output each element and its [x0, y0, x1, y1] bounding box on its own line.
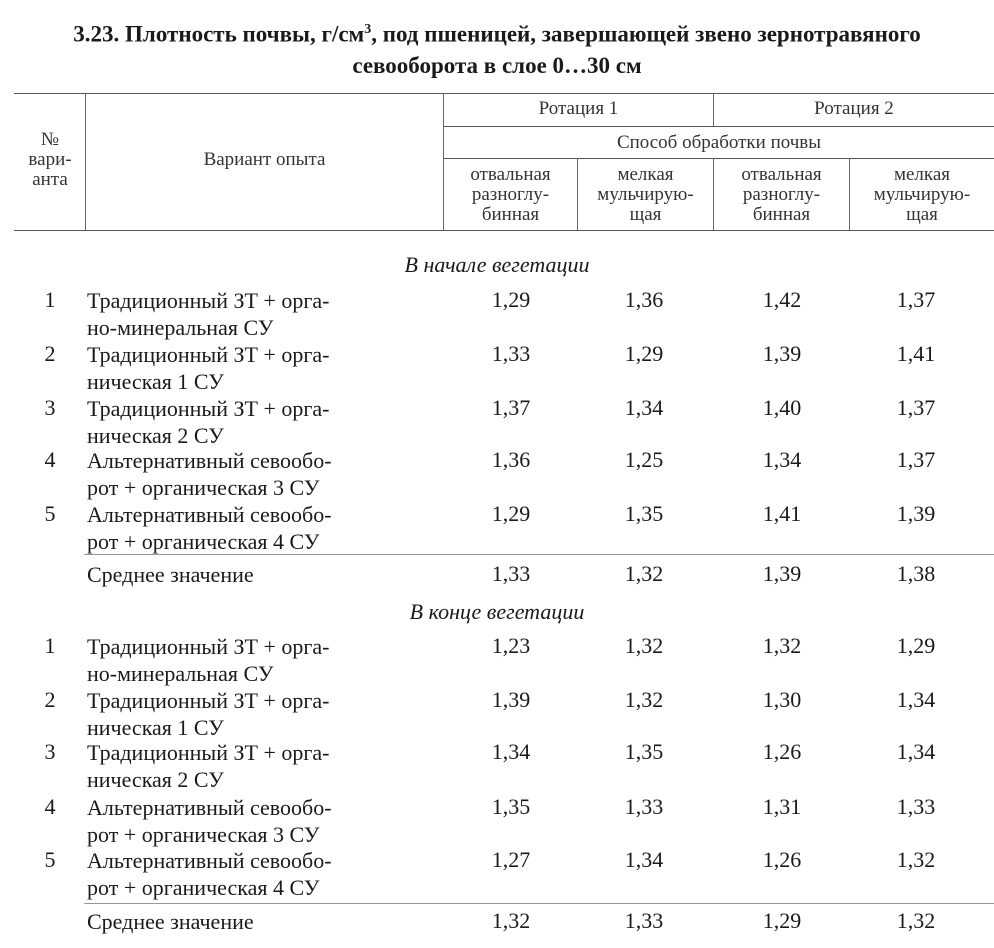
- table-title-line2: севооборота в слое 0…30 см: [352, 52, 642, 78]
- header-top-rule: [14, 93, 994, 94]
- table-title-line1: 3.23. Плотность почвы, $г/см^3$, под пшеницей, завершающей звено зернотравяного: [73, 21, 921, 47]
- header-sub-3: отвальная разноглу- бинная: [741, 164, 822, 225]
- rotation-rule: [444, 126, 994, 127]
- header-sub-2: мелкая мульчирую- щая: [597, 164, 694, 225]
- header-sub-4: мелкая мульчирую- щая: [873, 164, 971, 225]
- section-title-end: В конце вегетации: [409, 599, 585, 624]
- table-title: [0, 14, 994, 81]
- average-rule-end: [84, 903, 994, 904]
- header-rotation-1: Ротация 1: [538, 98, 619, 119]
- section-title-start: В начале вегетации: [404, 252, 590, 277]
- header-soil-treatment: Способ обработки почвы: [616, 132, 822, 153]
- header-variant: Вариант опыта: [203, 149, 326, 170]
- header-rotation-2: Ротация 2: [814, 98, 894, 119]
- header-num: № вари- анта: [28, 129, 72, 190]
- average-rule-start: [84, 554, 994, 555]
- treatment-rule: [444, 158, 994, 159]
- header-sub-1: отвальная разноглу- бинная: [470, 164, 551, 225]
- header-bottom-rule: [14, 230, 994, 231]
